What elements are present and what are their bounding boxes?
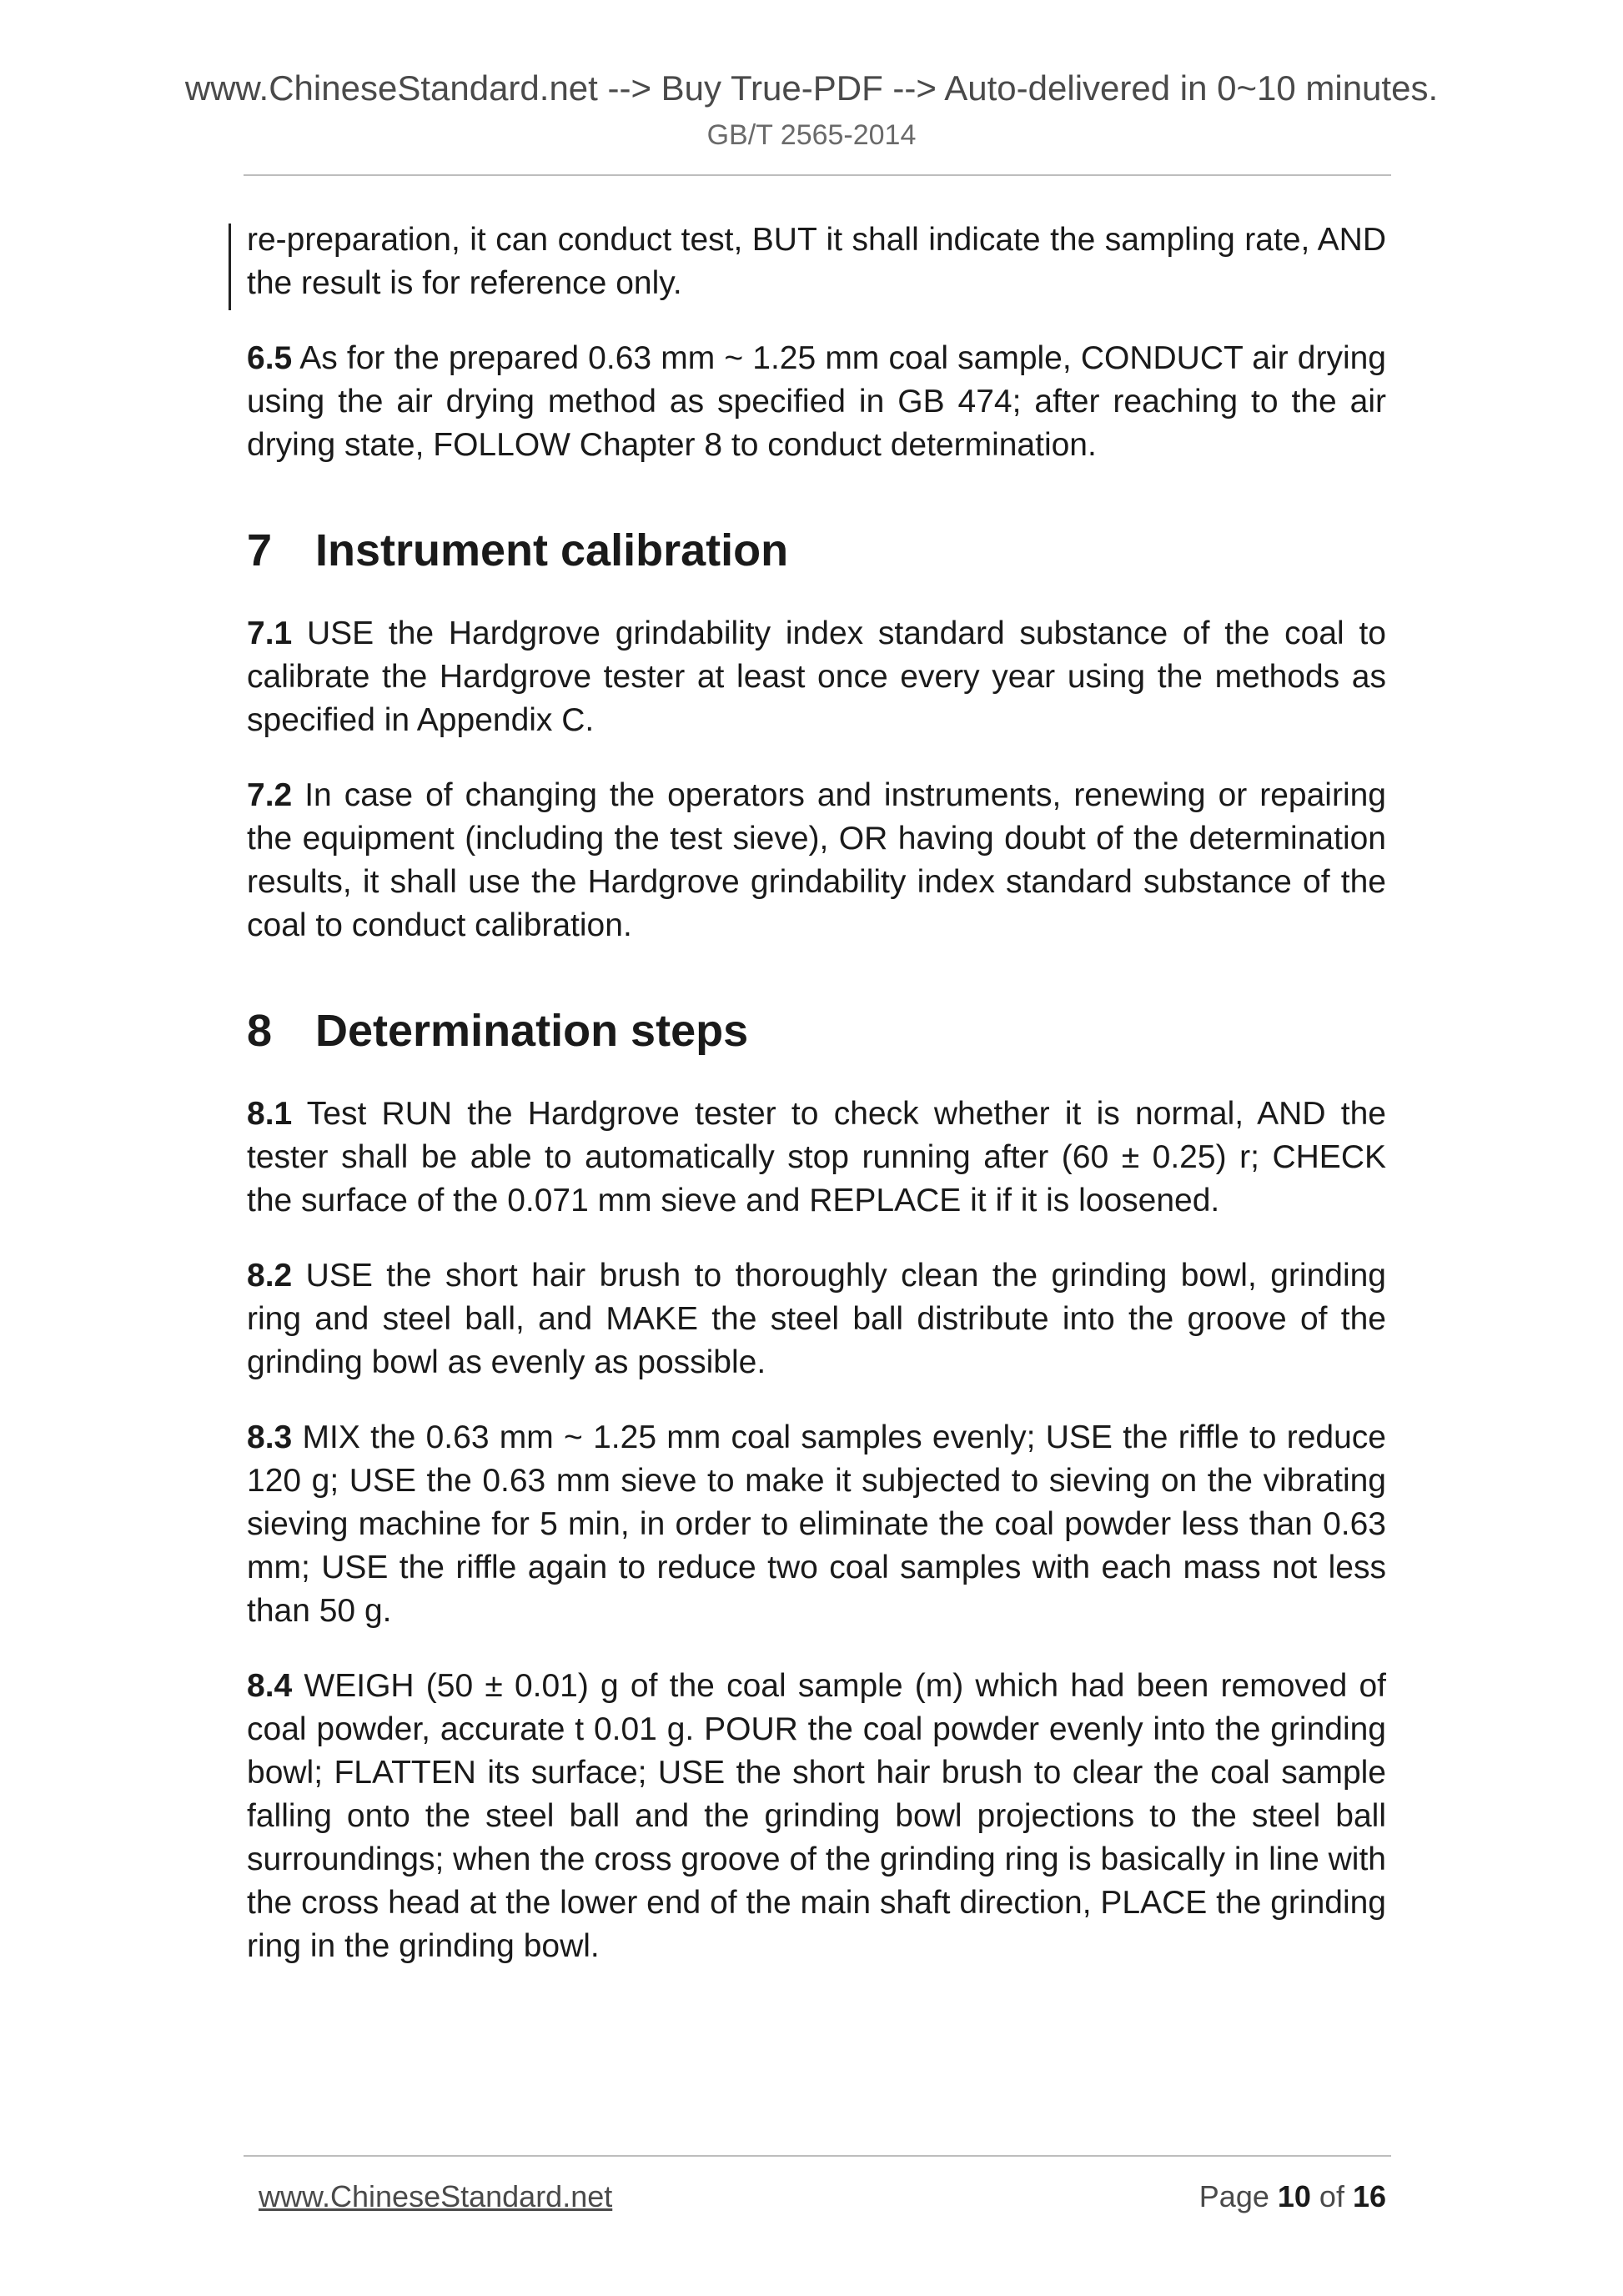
clause-text: As for the prepared 0.63 mm ~ 1.25 mm coal sample, CONDUCT air drying using the air drying method as specified in GB 474; after reaching to the air drying state, FOLLOW Chapter 8 to conduct determination. [247, 340, 1386, 463]
continuation-paragraph [247, 219, 1386, 305]
continuation-text: re-preparation, it can conduct test, BUT it shall indicate the sampling rate, AND the result is for reference only. [247, 222, 1386, 301]
revision-bar [229, 224, 231, 310]
footer-divider [244, 2155, 1391, 2157]
header-banner: www.ChineseStandard.net --> Buy True-PDF --> Auto-delivered in 0~10 minutes. [184, 68, 1439, 108]
header-divider [244, 174, 1391, 176]
page-total: 16 [1352, 2179, 1386, 2213]
section-number: 7 [247, 525, 273, 575]
section-7-heading [247, 522, 1386, 579]
section-8-heading [247, 1002, 1386, 1059]
clause-number: 8.1 [247, 1096, 293, 1132]
page-word: Page [1198, 2179, 1278, 2213]
clause-number: 8.4 [247, 1668, 293, 1704]
clause-8-4 [247, 1665, 1386, 1968]
clause-text: USE the Hardgrove grindability index standard substance of the coal to calibrate the Hardgrove tester at least once every year using the methods as specified in Appendix C. [247, 615, 1386, 738]
clause-text: USE the short hair brush to thoroughly clean the grinding bowl, grinding ring and steel ball, and MAKE the steel ball distribute into the groove of the grinding bowl as evenly as possible. [247, 1258, 1386, 1380]
clause-8-1 [247, 1093, 1386, 1223]
clause-7-2 [247, 774, 1386, 947]
section-number: 8 [247, 1006, 273, 1056]
clause-number: 7.2 [247, 777, 293, 813]
clause-number: 8.3 [247, 1419, 293, 1455]
section-title: Instrument calibration [315, 525, 789, 575]
page-content [247, 219, 1386, 2000]
clause-number: 6.5 [247, 340, 293, 376]
clause-text: WEIGH (50 ± 0.01) g of the coal sample (m) which had been removed of coal powder, accurate t 0.01 g. POUR the coal powder evenly into the grinding bowl; FLATTEN its surface; USE the short hair brush to clear the coal sample falling onto the steel ball and the grinding bowl projections to the steel ball surroundings; when the cross groove of the grinding ring is basically in line with the cross head at the lower end of the main shaft direction, PLACE the grinding ring in the grinding bowl. [247, 1668, 1386, 1964]
clause-7-1 [247, 612, 1386, 742]
clause-8-2 [247, 1254, 1386, 1384]
clause-text: Test RUN the Hardgrove tester to check whether it is normal, AND the tester shall be able to automatically stop running after (60 ± 0.25) r; CHECK the surface of the 0.071 mm sieve and REPLACE it if it is loosened. [247, 1096, 1386, 1218]
clause-6-5 [247, 337, 1386, 467]
page-current: 10 [1277, 2179, 1311, 2213]
standard-code: GB/T 2565-2014 [706, 119, 917, 151]
page-of: of [1310, 2179, 1353, 2213]
clause-8-3 [247, 1416, 1386, 1633]
clause-text: In case of changing the operators and instruments, renewing or repairing the equipment (including the test sieve), OR having doubt of the determination results, it shall use the Hardgrove grindability index standard substance of the coal to conduct calibration. [247, 777, 1386, 943]
clause-number: 7.1 [247, 615, 293, 651]
clause-number: 8.2 [247, 1258, 293, 1294]
section-title: Determination steps [315, 1006, 749, 1056]
footer-site-link[interactable]: www.ChineseStandard.net [259, 2179, 613, 2213]
page-number [1199, 2177, 1386, 2217]
clause-text: MIX the 0.63 mm ~ 1.25 mm coal samples evenly; USE the riffle to reduce 120 g; USE the 0.63 mm sieve to make it subjected to sieving on the vibrating sieving machine for 5 min, in order to eliminate the coal powder less than 0.63 mm; USE the riffle again to reduce two coal samples with each mass not less than 50 g. [247, 1419, 1386, 1629]
